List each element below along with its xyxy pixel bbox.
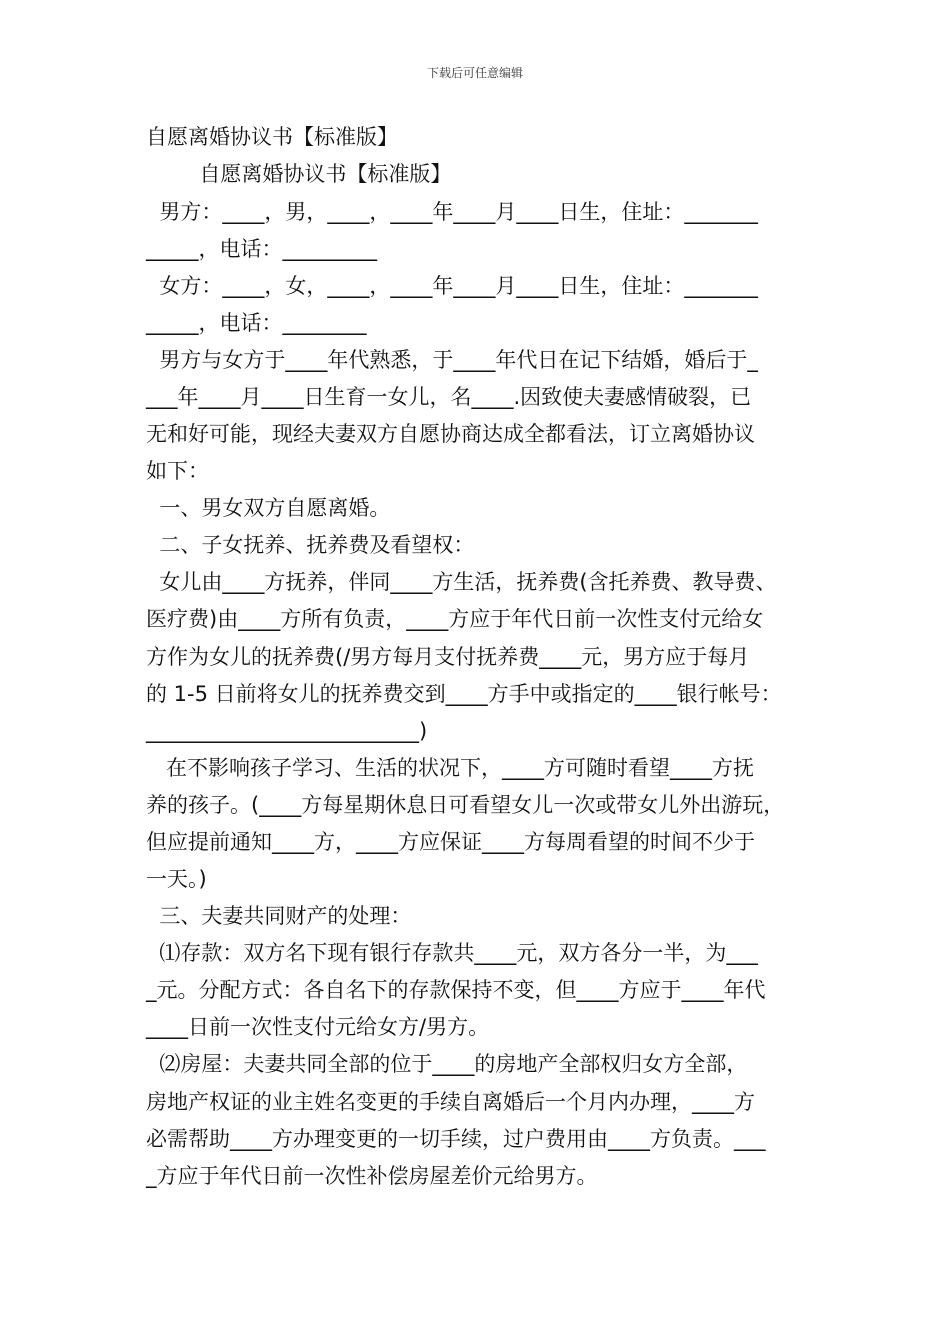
- paragraph-line: 必需帮助____方办理变更的一切手续，过户费用由____方负责。___: [146, 1127, 766, 1151]
- section-heading: 三、夫妻共同财产的处理：: [146, 904, 412, 928]
- paragraph-line: 男方：____，男，____，____年____月____日生，住址：_______: [146, 200, 758, 224]
- paragraph-line: 房地产权证的业主姓名变更的手续自离婚后一个月内办理，____方: [146, 1090, 755, 1114]
- doc-title: 自愿离婚协议书【标准版】: [146, 125, 398, 149]
- paragraph-line: _____，电话：________: [146, 311, 367, 335]
- paragraph-line: 但应提前通知____方，____方应保证____方每周看望的时间不少于: [146, 830, 755, 854]
- paragraph-line: _方应于年代日前一次性补偿房屋差价元给男方。: [146, 1164, 598, 1188]
- paragraph-line: ⑴存款：双方名下现有银行存款共____元，双方各分一半，为___: [146, 941, 758, 965]
- paragraph-line: _元。分配方式：各自名下的存款保持不变，但____方应于____年代: [146, 978, 766, 1002]
- paragraph-line: 如下：: [146, 459, 209, 483]
- paragraph-line: 一天。): [146, 867, 207, 891]
- header-note: 下载后可任意编辑: [426, 66, 523, 80]
- doc-subtitle: 自愿离婚协议书【标准版】: [146, 162, 452, 186]
- paragraph-line: __________________________): [146, 719, 428, 743]
- paragraph-line: 女方：____，女，____，____年____月____日生，住址：_______: [146, 274, 758, 298]
- paragraph-line: ⑵房屋：夫妻共同全部的位于____的房地产全部权归女方全部，: [146, 1052, 748, 1076]
- paragraph-line: ____日前一次性支付元给女方/男方。: [146, 1015, 490, 1039]
- paragraph-line: 方作为女儿的抚养费(/男方每月支付抚养费____元，男方应于每月: [146, 645, 750, 669]
- paragraph-line: 养的孩子。(____方每星期休息日可看望女儿一次或带女儿外出游玩，: [146, 793, 785, 817]
- paragraph-line: 男方与女方于____年代熟悉，于____年代日在记下结婚，婚后于_: [146, 348, 758, 372]
- paragraph-line: ___年____月____日生育一女儿，名____.因致使夫妻感情破裂，已: [146, 385, 752, 409]
- paragraph-line: 无和好可能，现经夫妻双方自愿协商达成全都看法，订立离婚协议: [146, 422, 755, 446]
- section-heading: 一、男女双方自愿离婚。: [146, 496, 391, 520]
- paragraph-line: _____，电话：_________: [146, 237, 377, 261]
- paragraph-line: 在不影响孩子学习、生活的状况下，____方可随时看望____方抚: [146, 756, 755, 780]
- section-heading: 二、子女抚养、抚养费及看望权：: [146, 533, 475, 557]
- paragraph-line: 医疗费)由____方所有负责，____方应于年代日前一次性支付元给女: [146, 607, 764, 631]
- paragraph-line: 女儿由____方抚养，伴同____方生活，抚养费(含托养费、教导费、: [146, 570, 777, 594]
- paragraph-line: 的 1-5 日前将女儿的抚养费交到____方手中或指定的____银行帐号：: [146, 682, 782, 706]
